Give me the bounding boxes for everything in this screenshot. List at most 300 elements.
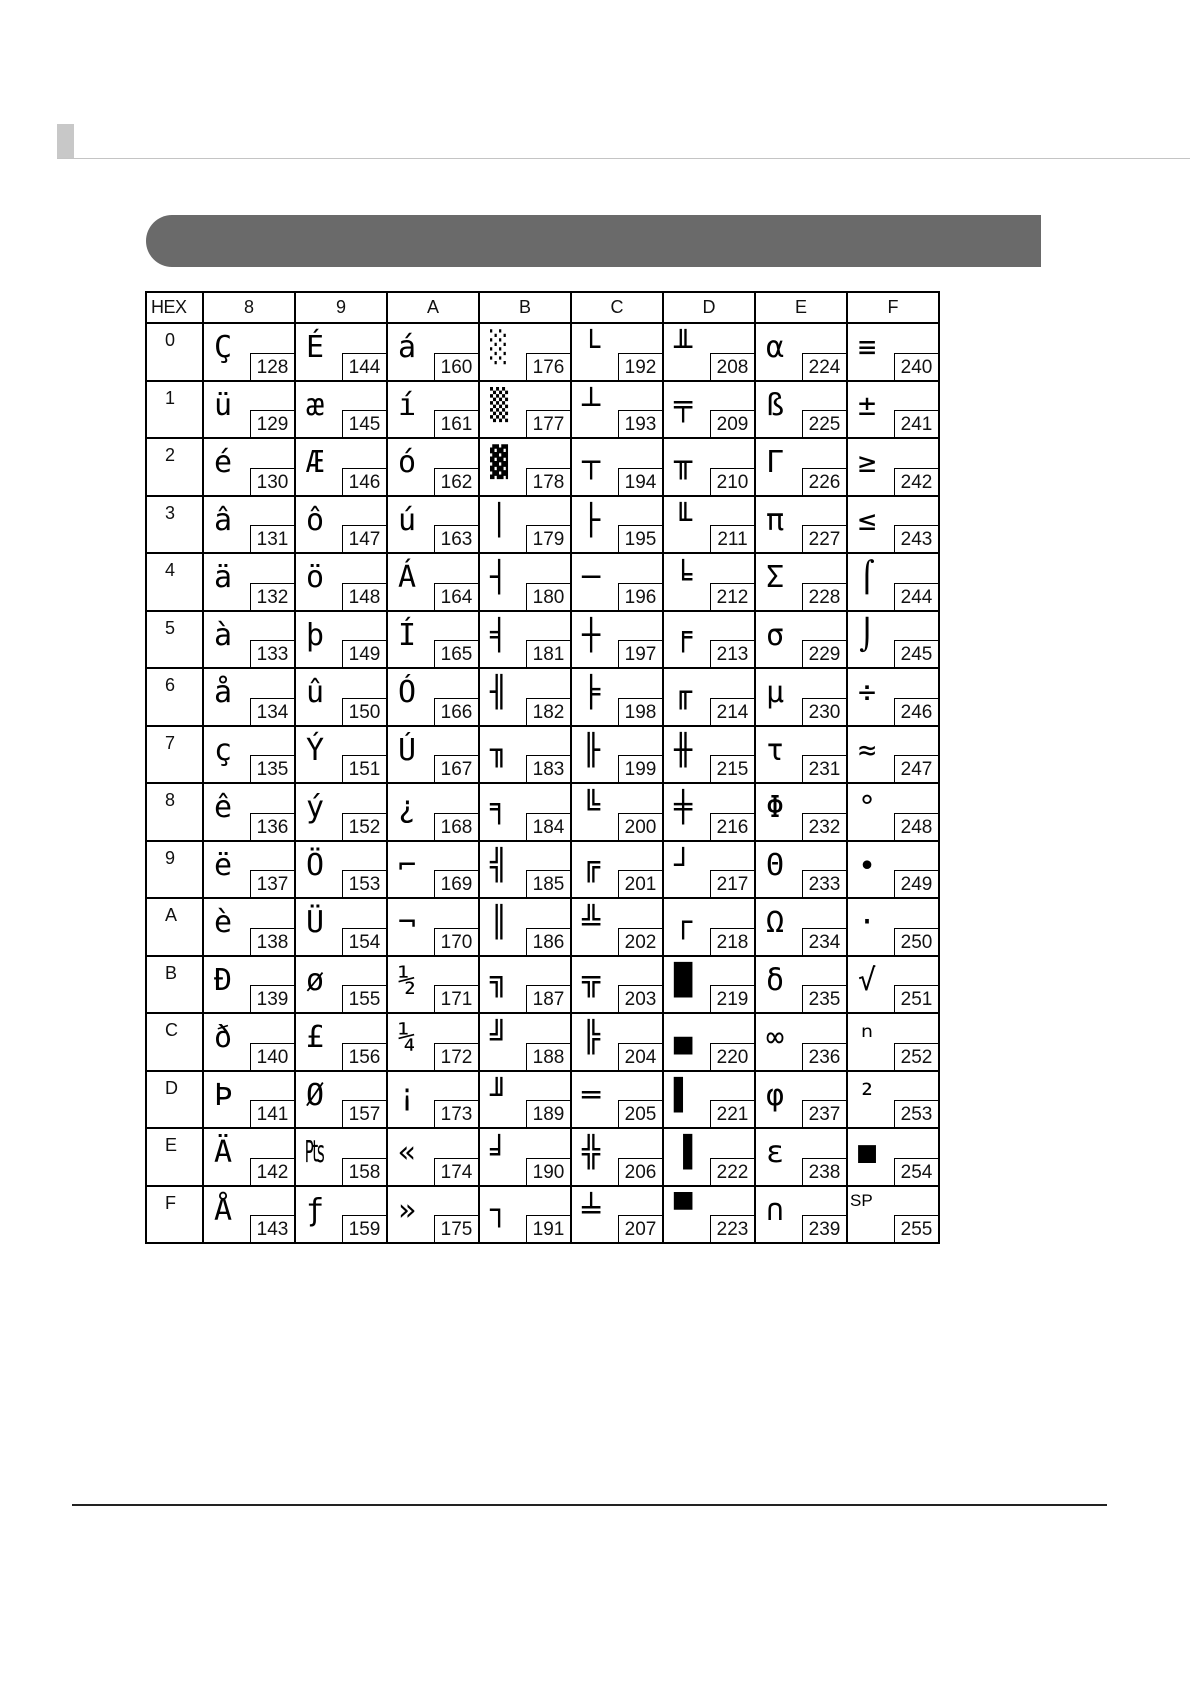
char-glyph: ú: [398, 502, 417, 538]
char-cell: [571, 1186, 663, 1244]
char-cell: [203, 1013, 295, 1071]
char-code-number: 168: [434, 813, 478, 840]
char-glyph: τ: [766, 732, 785, 768]
char-glyph: ┼: [582, 617, 601, 653]
char-code-number: 189: [526, 1100, 570, 1127]
char-cell: [479, 1186, 571, 1244]
char-cell: [755, 841, 847, 899]
char-cell: [755, 381, 847, 439]
char-cell: [755, 496, 847, 554]
char-code-number: 254: [894, 1158, 938, 1185]
char-code-number: 171: [434, 985, 478, 1012]
char-cell: [295, 438, 387, 496]
char-cell: [571, 611, 663, 669]
char-cell: [479, 496, 571, 554]
char-code-number: 213: [710, 640, 754, 667]
char-cell: [755, 726, 847, 784]
char-cell: [755, 1128, 847, 1186]
char-code-number: 242: [894, 468, 938, 495]
char-glyph: ≤: [858, 502, 877, 538]
table-row: [146, 726, 939, 784]
char-cell: [755, 898, 847, 956]
char-code-number: 142: [250, 1158, 294, 1185]
char-cell: [571, 1128, 663, 1186]
column-header: A: [387, 292, 479, 323]
char-glyph: Ç: [214, 330, 233, 365]
char-cell: [847, 956, 939, 1014]
char-cell: [847, 438, 939, 496]
char-glyph: ├: [582, 502, 601, 538]
char-glyph: ⁿ: [858, 1020, 877, 1055]
char-code-number: 144: [342, 353, 386, 380]
char-glyph: ╪: [674, 790, 693, 825]
char-code-number: 136: [250, 813, 294, 840]
char-cell: [387, 553, 479, 611]
char-cell: [203, 381, 295, 439]
char-glyph: ö: [306, 560, 325, 595]
char-glyph: SP: [850, 1190, 873, 1210]
char-code-number: 253: [894, 1100, 938, 1127]
char-cell: [295, 1186, 387, 1244]
char-code-number: 245: [894, 640, 938, 667]
char-cell: [847, 611, 939, 669]
char-cell: [479, 726, 571, 784]
char-cell: [479, 381, 571, 439]
char-code-number: 178: [526, 468, 570, 495]
char-code-number: 200: [618, 813, 662, 840]
char-glyph: ╞: [582, 675, 601, 710]
char-code-number: 167: [434, 755, 478, 782]
char-cell: [295, 553, 387, 611]
char-cell: [663, 496, 755, 554]
char-glyph: ▒: [490, 387, 509, 423]
char-cell: [847, 783, 939, 841]
char-cell: [295, 841, 387, 899]
char-cell: [203, 783, 295, 841]
char-cell: [755, 553, 847, 611]
row-header: 2: [146, 438, 203, 496]
char-glyph: Ö: [306, 847, 325, 883]
char-cell: [755, 1013, 847, 1071]
char-code-number: 247: [894, 755, 938, 782]
char-code-number: 207: [618, 1215, 662, 1242]
char-glyph: ╝: [490, 1020, 509, 1055]
char-cell: [387, 841, 479, 899]
char-glyph: ≡: [858, 330, 877, 365]
char-glyph: ±: [858, 387, 877, 423]
char-glyph: ┐: [490, 1192, 509, 1228]
char-glyph: ¬: [398, 905, 417, 940]
char-code-number: 139: [250, 985, 294, 1012]
char-code-number: 228: [802, 583, 846, 610]
char-code-number: 249: [894, 870, 938, 897]
char-glyph: °: [858, 790, 877, 825]
char-glyph: í: [398, 387, 417, 423]
table-row: [146, 611, 939, 669]
char-glyph: ê: [214, 790, 233, 825]
table-row: [146, 1186, 939, 1244]
char-cell: [203, 898, 295, 956]
char-glyph: Ó: [398, 675, 417, 710]
char-glyph: ₧: [306, 1135, 325, 1170]
char-glyph: ▄: [674, 1020, 693, 1055]
row-header: 9: [146, 841, 203, 899]
char-glyph: ╔: [582, 847, 601, 883]
char-glyph: Æ: [306, 445, 325, 480]
char-glyph: ∩: [766, 1192, 785, 1228]
char-code-number: 147: [342, 525, 386, 552]
char-glyph: ╜: [490, 1077, 509, 1113]
row-header: 8: [146, 783, 203, 841]
char-code-number: 155: [342, 985, 386, 1012]
char-cell: [755, 438, 847, 496]
char-glyph: ┬: [582, 445, 601, 480]
char-code-number: 165: [434, 640, 478, 667]
char-code-number: 188: [526, 1043, 570, 1070]
char-cell: [571, 438, 663, 496]
char-glyph: Σ: [766, 560, 785, 595]
char-glyph: Ý: [306, 732, 325, 768]
char-code-number: 175: [434, 1215, 478, 1242]
char-code-number: 231: [802, 755, 846, 782]
char-code-number: 199: [618, 755, 662, 782]
row-header: 6: [146, 668, 203, 726]
char-glyph: ─: [582, 560, 601, 595]
char-glyph: Í: [398, 617, 417, 653]
char-code-number: 149: [342, 640, 386, 667]
char-cell: [571, 726, 663, 784]
row-header: 0: [146, 323, 203, 381]
char-code-number: 181: [526, 640, 570, 667]
char-glyph: ╖: [490, 732, 509, 768]
char-cell: [571, 1071, 663, 1129]
char-glyph: ╠: [582, 1020, 601, 1055]
char-code-number: 234: [802, 928, 846, 955]
char-glyph: þ: [306, 617, 325, 653]
char-cell: [755, 1071, 847, 1129]
char-cell: [755, 611, 847, 669]
char-code-number: 226: [802, 468, 846, 495]
char-cell: [387, 668, 479, 726]
char-code-number: 179: [526, 525, 570, 552]
char-glyph: ╨: [674, 330, 693, 365]
char-cell: [663, 438, 755, 496]
table-row: [146, 841, 939, 899]
char-cell: [387, 1013, 479, 1071]
char-cell: [663, 323, 755, 381]
char-code-number: 172: [434, 1043, 478, 1070]
char-cell: [387, 1128, 479, 1186]
char-code-number: 161: [434, 410, 478, 437]
char-glyph: ·: [858, 905, 877, 940]
char-code-number: 255: [894, 1215, 938, 1242]
char-cell: [755, 956, 847, 1014]
char-code-number: 128: [250, 353, 294, 380]
char-glyph: φ: [766, 1077, 785, 1113]
char-glyph: Γ: [766, 445, 785, 480]
char-cell: [479, 553, 571, 611]
char-cell: [663, 668, 755, 726]
char-glyph: ô: [306, 502, 325, 538]
char-code-number: 160: [434, 353, 478, 380]
char-glyph: ░: [490, 330, 509, 365]
char-glyph: δ: [766, 962, 785, 998]
char-glyph: σ: [766, 617, 785, 653]
char-cell: [663, 783, 755, 841]
table-row: [146, 381, 939, 439]
char-glyph: ╕: [490, 790, 509, 825]
char-glyph: │: [490, 502, 509, 538]
char-code-number: 184: [526, 813, 570, 840]
char-cell: [203, 1128, 295, 1186]
char-cell: [571, 841, 663, 899]
char-glyph: ▀: [674, 1192, 693, 1228]
char-code-number: 246: [894, 698, 938, 725]
footer-rule: [72, 1504, 1107, 1506]
char-glyph: å: [214, 675, 233, 710]
char-cell: [203, 1071, 295, 1129]
char-cell: [295, 611, 387, 669]
table-row: [146, 1071, 939, 1129]
char-cell: [295, 668, 387, 726]
char-code-number: 201: [618, 870, 662, 897]
char-cell: [847, 496, 939, 554]
char-glyph: Å: [214, 1192, 233, 1228]
char-cell: [847, 1071, 939, 1129]
char-glyph: ▓: [490, 445, 509, 480]
table-row: [146, 898, 939, 956]
char-glyph: ╓: [674, 675, 693, 710]
char-glyph: è: [214, 905, 233, 940]
char-cell: [387, 898, 479, 956]
char-cell: [295, 956, 387, 1014]
char-cell: [387, 1071, 479, 1129]
char-glyph: ⌡: [858, 617, 877, 653]
char-cell: [203, 956, 295, 1014]
char-code-number: 211: [710, 525, 754, 552]
char-code-number: 240: [894, 353, 938, 380]
char-glyph: ┘: [674, 847, 693, 883]
char-glyph: ∙: [858, 847, 877, 883]
hex-corner-label: HEX: [146, 292, 203, 323]
char-code-number: 158: [342, 1158, 386, 1185]
char-cell: [663, 841, 755, 899]
code-page-body: [146, 323, 939, 1243]
char-code-number: 185: [526, 870, 570, 897]
char-cell: [295, 898, 387, 956]
char-code-number: 174: [434, 1158, 478, 1185]
char-cell: [479, 783, 571, 841]
char-glyph: à: [214, 617, 233, 653]
char-cell: [387, 726, 479, 784]
char-glyph: Ü: [306, 905, 325, 940]
char-glyph: ╚: [582, 790, 601, 825]
char-glyph: Ä: [214, 1135, 233, 1170]
char-cell: [571, 1013, 663, 1071]
char-code-number: 196: [618, 583, 662, 610]
char-code-number: 203: [618, 985, 662, 1012]
char-code-number: 229: [802, 640, 846, 667]
char-code-number: 192: [618, 353, 662, 380]
char-code-number: 146: [342, 468, 386, 495]
char-cell: [663, 956, 755, 1014]
char-cell: [479, 1128, 571, 1186]
char-cell: [203, 438, 295, 496]
char-code-number: 145: [342, 410, 386, 437]
char-code-number: 195: [618, 525, 662, 552]
char-code-number: 233: [802, 870, 846, 897]
char-cell: [203, 726, 295, 784]
char-glyph: ø: [306, 962, 325, 998]
char-glyph: ╗: [490, 962, 509, 998]
char-glyph: ╥: [674, 445, 693, 480]
char-code-number: 141: [250, 1100, 294, 1127]
char-code-number: 223: [710, 1215, 754, 1242]
section-marker: [57, 124, 74, 158]
char-code-number: 198: [618, 698, 662, 725]
char-cell: [571, 898, 663, 956]
char-code-number: 163: [434, 525, 478, 552]
char-code-number: 151: [342, 755, 386, 782]
char-code-number: 191: [526, 1215, 570, 1242]
char-cell: [479, 438, 571, 496]
char-glyph: á: [398, 330, 417, 365]
char-cell: [847, 323, 939, 381]
char-code-number: 241: [894, 410, 938, 437]
char-cell: [387, 783, 479, 841]
char-cell: [663, 1128, 755, 1186]
char-cell: [479, 323, 571, 381]
char-glyph: ε: [766, 1135, 785, 1170]
column-header: B: [479, 292, 571, 323]
char-cell: [847, 726, 939, 784]
column-header-row: [146, 292, 939, 323]
section-title-banner: [146, 215, 1041, 267]
row-header: 1: [146, 381, 203, 439]
char-glyph: √: [858, 962, 877, 998]
char-code-number: 212: [710, 583, 754, 610]
char-code-number: 218: [710, 928, 754, 955]
char-code-number: 243: [894, 525, 938, 552]
char-glyph: Ω: [766, 905, 785, 940]
char-cell: [387, 438, 479, 496]
char-code-number: 217: [710, 870, 754, 897]
char-cell: [571, 323, 663, 381]
table-row: [146, 1013, 939, 1071]
char-cell: [295, 783, 387, 841]
char-cell: [847, 553, 939, 611]
char-code-number: 237: [802, 1100, 846, 1127]
char-code-number: 154: [342, 928, 386, 955]
char-glyph: ß: [766, 387, 785, 423]
char-cell: [755, 1186, 847, 1244]
row-header: C: [146, 1013, 203, 1071]
column-header: 9: [295, 292, 387, 323]
code-page-table: [145, 291, 940, 1244]
char-code-number: 239: [802, 1215, 846, 1242]
char-cell: [203, 323, 295, 381]
char-cell: [295, 726, 387, 784]
char-glyph: æ: [306, 387, 325, 423]
char-cell: [663, 1013, 755, 1071]
char-cell: [479, 1071, 571, 1129]
char-cell: [663, 726, 755, 784]
char-cell: [663, 611, 755, 669]
char-cell: [847, 1128, 939, 1186]
char-code-number: 173: [434, 1100, 478, 1127]
char-cell: [295, 1128, 387, 1186]
table-row: [146, 1128, 939, 1186]
char-cell: [479, 611, 571, 669]
char-code-number: 138: [250, 928, 294, 955]
char-cell: [479, 1013, 571, 1071]
char-code-number: 137: [250, 870, 294, 897]
char-glyph: ä: [214, 560, 233, 595]
char-code-number: 183: [526, 755, 570, 782]
char-glyph: █: [674, 962, 693, 998]
char-code-number: 230: [802, 698, 846, 725]
char-code-number: 204: [618, 1043, 662, 1070]
char-cell: [479, 668, 571, 726]
row-header: E: [146, 1128, 203, 1186]
char-code-number: 215: [710, 755, 754, 782]
char-glyph: Θ: [766, 847, 785, 883]
char-glyph: ü: [214, 387, 233, 423]
char-glyph: ╛: [490, 1135, 509, 1170]
char-glyph: ■: [858, 1135, 877, 1170]
char-glyph: ≥: [858, 445, 877, 480]
char-glyph: ╤: [674, 387, 693, 423]
char-code-number: 214: [710, 698, 754, 725]
char-code-number: 177: [526, 410, 570, 437]
char-cell: [295, 1013, 387, 1071]
char-code-number: 180: [526, 583, 570, 610]
char-cell: [571, 553, 663, 611]
char-code-number: 150: [342, 698, 386, 725]
char-glyph: ë: [214, 847, 233, 883]
char-cell: [755, 323, 847, 381]
char-code-number: 248: [894, 813, 938, 840]
char-cell: [203, 553, 295, 611]
column-header: F: [847, 292, 939, 323]
column-header: D: [663, 292, 755, 323]
char-glyph: Ø: [306, 1077, 325, 1113]
char-code-number: 219: [710, 985, 754, 1012]
row-header: B: [146, 956, 203, 1014]
char-glyph: Φ: [766, 790, 785, 825]
char-glyph: ╩: [582, 905, 601, 940]
char-code-number: 251: [894, 985, 938, 1012]
char-code-number: 186: [526, 928, 570, 955]
char-glyph: ╢: [490, 675, 509, 710]
char-code-number: 210: [710, 468, 754, 495]
char-code-number: 134: [250, 698, 294, 725]
char-cell: [755, 668, 847, 726]
char-glyph: é: [214, 445, 233, 480]
char-glyph: └: [582, 330, 601, 365]
char-glyph: ║: [490, 905, 509, 940]
char-code-number: 176: [526, 353, 570, 380]
table-row: [146, 668, 939, 726]
char-code-number: 169: [434, 870, 478, 897]
char-code-number: 224: [802, 353, 846, 380]
char-code-number: 216: [710, 813, 754, 840]
char-cell: [295, 496, 387, 554]
char-glyph: µ: [766, 675, 785, 710]
char-glyph: Ú: [398, 732, 417, 768]
char-glyph: ╬: [582, 1135, 601, 1170]
row-header: 4: [146, 553, 203, 611]
